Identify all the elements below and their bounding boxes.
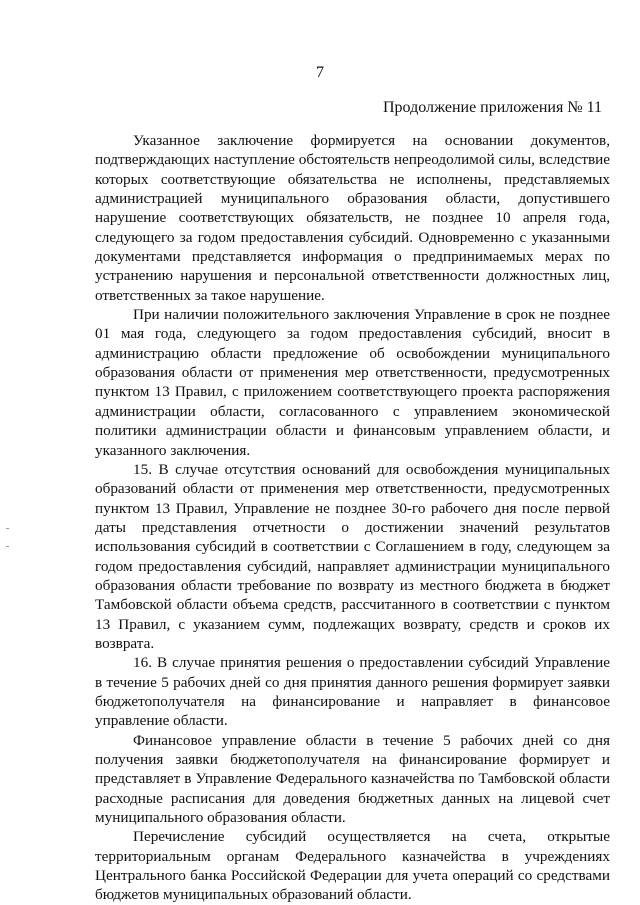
scan-margin-mark (6, 546, 9, 547)
appendix-continuation-label: Продолжение приложения № 11 (383, 99, 602, 116)
document-body (95, 131, 610, 905)
paragraph: Финансовое управление области в течение 5 рабочих дней со дня получения заявки бюджетополучателя на финансирование формирует и представляет в Управление Федерального казначейства по Тамбовской области расходные расписания для доведения бюджетных данных на лицевой счет муниципального образования области. (95, 731, 610, 827)
paragraph: Перечисление субсидий осуществляется на счета, открытые территориальным органам Федерального казначейства в учреждениях Центрального банка Российской Федерации для учета операций со средствами бюджетов муниципальных образований области. (95, 828, 610, 904)
paragraph: 15. В случае отсутствия оснований для освобождения муниципальных образований области от применения мер ответственности, предусмотренных пунктом 13 Правил, Управление не позднее 30-го рабочего дня после первой даты представления отчетности о достижении значений результатов использования субсидий в соответствии с Соглашением в году, следующем за годом предоставления субсидий, направляет администрации муниципального образования области требование по возврату из местного бюджета в бюджет Тамбовской области объема средств, рассчитанного в соответствии с пунктом 13 Правил, с указанием сумм, подлежащих возврату, средств и сроков их возврата. (95, 460, 610, 652)
paragraph: 16. В случае принятия решения о предоставлении субсидий Управление в течение 5 рабочих дней со дня принятия данного решения формирует заявки бюджетополучателя на финансирование и направляет в финансовое управление области. (95, 654, 610, 730)
paragraph: Указанное заключение формируется на основании документов, подтверждающих наступление обстоятельств непреодолимой силы, вследствие которых соответствующие обязательства не исполнены, представляемых администрацией муниципального образования области, допустившего нарушение соответствующих обязательств, не позднее 10 апреля года, следующего за годом предоставления субсидий. Одновременно с указанными документами представляется информация о предпринимаемых мерах по устранению нарушения и персональной ответственности должностных лиц, ответственных за такое нарушение. (95, 132, 610, 304)
scan-margin-mark (6, 528, 9, 529)
page-number: 7 (316, 64, 324, 81)
paragraph: При наличии положительного заключения Управление в срок не позднее 01 мая года, следующего за годом предоставления субсидий, вносит в администрацию области предложение об освобождении муниципального образования области от применения мер ответственности, предусмотренных пунктом 13 Правил, с приложением соответствующего проекта распоряжения администрации области, согласованного с управлением экономической политики администрации области и финансовым управлением области, и указанного заключения. (95, 306, 610, 459)
